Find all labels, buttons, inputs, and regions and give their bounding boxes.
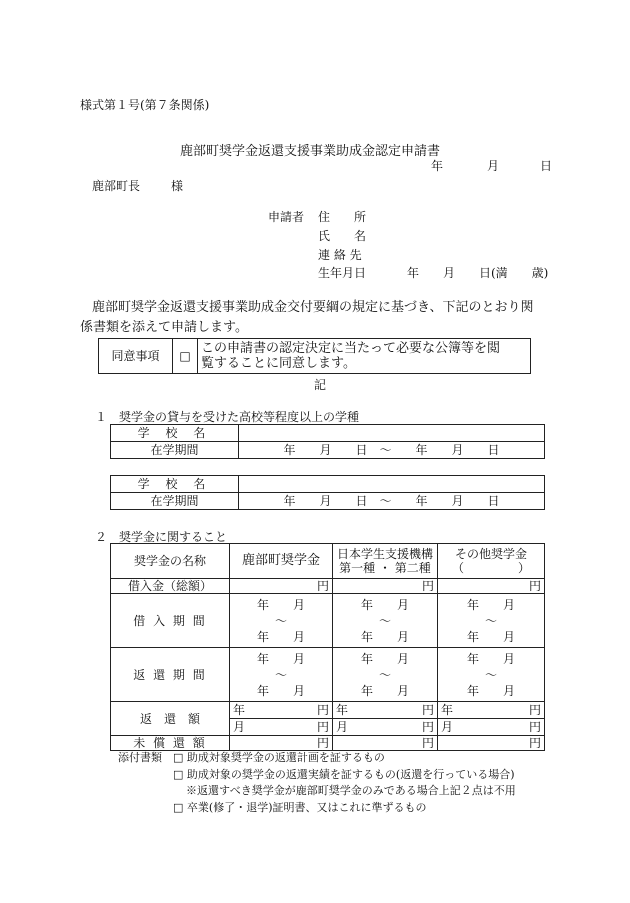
date-month: 月	[487, 159, 500, 173]
repay-year-other[interactable]: 年 円	[438, 702, 545, 719]
attachment-item-3: □ 卒業(修了・退学)証明書、又はこれに準ずるもの	[173, 801, 427, 814]
attachment-checkbox-2[interactable]: □	[173, 768, 184, 781]
period-label: 在学期間	[111, 442, 239, 459]
period-field-1[interactable]: 年 月 日 ～ 年 月 日	[239, 442, 545, 459]
col-jasso-header: 日本学生支援機構 第一種 ・ 第二種	[333, 544, 438, 579]
school-name-label: 学 校 名	[111, 476, 239, 493]
addressee-name: 鹿部町長	[92, 179, 141, 193]
form-number: 様式第１号(第７条関係)	[80, 98, 210, 112]
attachment-checkbox-3[interactable]: □	[173, 801, 184, 814]
loan-period-jasso[interactable]: 年 月 ～ 年 月	[333, 594, 438, 648]
consent-text: この申請書の認定決定に当たって必要な公簿等を閲 覧することに同意します。	[198, 339, 531, 374]
repay-period-shikabe[interactable]: 年 月 ～ 年 月	[230, 648, 333, 702]
section1-heading: １ 奨学金の貸与を受けた高校等程度以上の学種	[95, 410, 360, 424]
loan-total-other[interactable]: 円	[438, 579, 545, 594]
school-table-2	[110, 475, 545, 510]
addressee-suffix: 様	[171, 179, 184, 193]
row-unpaid-label: 未 償 還 額	[111, 736, 230, 751]
school-name-field-1[interactable]	[239, 425, 545, 442]
attachment-note: ※返還すべき奨学金が鹿部町奨学金のみである場合上記２点は不用	[186, 784, 516, 797]
applicant-birth-fields: 年 月 日(満 歳)	[407, 266, 549, 280]
scholarship-table	[110, 543, 545, 751]
repay-month-jasso[interactable]: 月 円	[333, 719, 438, 736]
body-text-line2: 係書類を添えて申請します。	[80, 320, 248, 335]
loan-period-other[interactable]: 年 月 ～ 年 月	[438, 594, 545, 648]
loan-period-shikabe[interactable]: 年 月 ～ 年 月	[230, 594, 333, 648]
row-loan-total-label: 借入金（総額）	[111, 579, 230, 594]
row-repay-period-label: 返 還 期 間	[111, 648, 230, 702]
unpaid-other[interactable]: 円	[438, 736, 545, 751]
body-text-line1: 鹿部町奨学金返還支援事業助成金交付要綱の規定に基づき、下記のとおり関	[92, 300, 534, 315]
ki-mark: 記	[314, 378, 327, 392]
unpaid-jasso[interactable]: 円	[333, 736, 438, 751]
consent-checkbox[interactable]: □	[173, 339, 198, 374]
applicant-address-label: 住 所	[318, 210, 367, 224]
applicant-label: 申請者	[268, 210, 305, 224]
col-shikabe-header: 鹿部町奨学金	[230, 544, 333, 579]
attachment-item-2: □ 助成対象の奨学金の返還実績を証するもの(返還を行っている場合)	[173, 768, 515, 781]
repay-month-other[interactable]: 月 円	[438, 719, 545, 736]
period-field-2[interactable]: 年 月 日 ～ 年 月 日	[239, 493, 545, 510]
row-loan-period-label: 借 入 期 間	[111, 594, 230, 648]
row-repay-amount-label: 返 還 額	[111, 702, 230, 736]
applicant-birth-label: 生年月日	[318, 266, 367, 280]
period-label: 在学期間	[111, 493, 239, 510]
col-name-header: 奨学金の名称	[111, 544, 230, 579]
unpaid-shikabe[interactable]: 円	[230, 736, 333, 751]
school-table-1	[110, 424, 545, 459]
date-day: 日	[540, 159, 553, 173]
attachment-item-1: □ 助成対象奨学金の返還計画を証するもの	[173, 751, 385, 764]
applicant-name-label: 氏 名	[318, 229, 367, 243]
consent-label: 同意事項	[99, 339, 173, 374]
attachment-checkbox-1[interactable]: □	[173, 751, 184, 764]
repay-year-jasso[interactable]: 年 円	[333, 702, 438, 719]
repay-year-shikabe[interactable]: 年 円	[230, 702, 333, 719]
loan-total-jasso[interactable]: 円	[333, 579, 438, 594]
school-name-field-2[interactable]	[239, 476, 545, 493]
page-title: 鹿部町奨学金返還支援事業助成金認定申請書	[180, 144, 441, 159]
repay-period-other[interactable]: 年 月 ～ 年 月	[438, 648, 545, 702]
date-year: 年	[431, 159, 444, 173]
col-other-header: その他奨学金 （ ）	[438, 544, 545, 579]
repay-period-jasso[interactable]: 年 月 ～ 年 月	[333, 648, 438, 702]
applicant-contact-label: 連 絡 先	[318, 248, 362, 262]
attachments-label: 添付書類	[118, 751, 162, 764]
section2-heading: ２ 奨学金に関すること	[95, 530, 228, 544]
school-name-label: 学 校 名	[111, 425, 239, 442]
loan-total-shikabe[interactable]: 円	[230, 579, 333, 594]
repay-month-shikabe[interactable]: 月 円	[230, 719, 333, 736]
consent-box	[98, 338, 531, 374]
